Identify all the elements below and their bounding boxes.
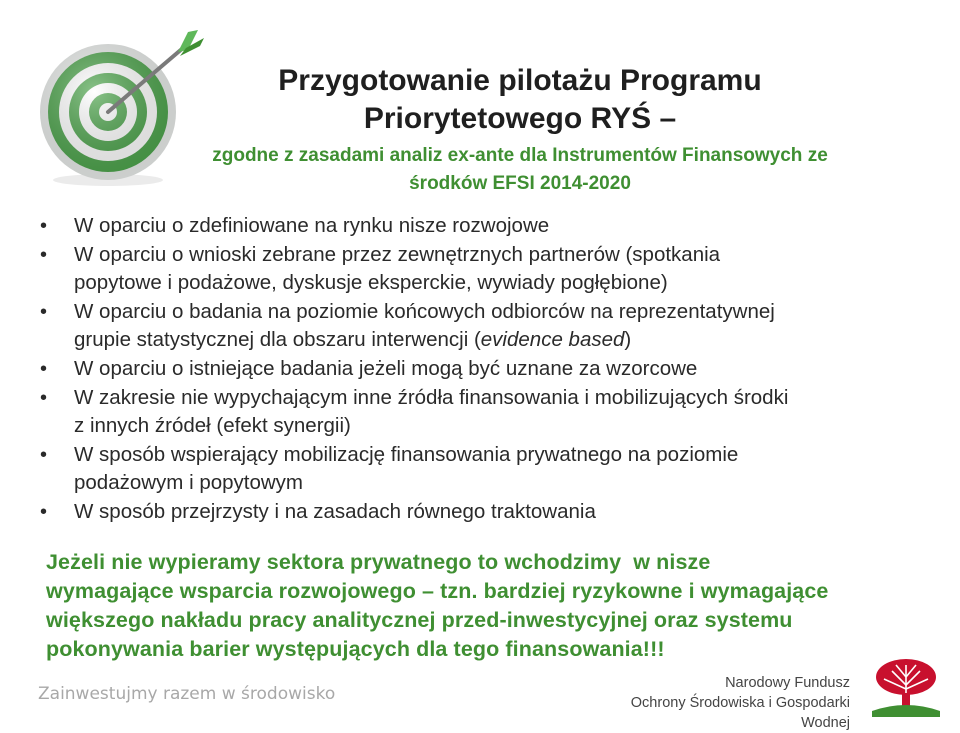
bullet-text: W oparciu o istniejące badania jeżeli mogą być uznane za wzorcowe [74,356,698,380]
bullet-text: W sposób przejrzysty i na zasadach równego traktowania [74,499,596,523]
logo-org-name [605,673,850,733]
bullet-text-line-1: W zakresie nie wypychającym inne źródła finansowania i mobilizujących środki [74,385,789,409]
bullet-dot-icon: • [40,386,48,409]
bullet-item [38,441,918,498]
bullet-dot-icon: • [40,300,48,323]
bullet-item [38,355,918,384]
bullet-text-line-2a: grupie statystycznej dla obszaru interwencji ( [74,328,481,352]
bullet-dot-icon: • [40,443,48,466]
conclusion-line-1: Jeżeli nie wypieramy sektora prywatnego to wchodzimy w nisze [46,550,711,574]
bullet-list [38,212,918,527]
conclusion-text [46,548,926,664]
bullet-item [38,384,918,441]
bullet-item [38,298,918,355]
bullet-dot-icon: • [40,357,48,380]
conclusion-line-3: większego nakładu pracy analitycznej przed-inwestycyjnej oraz systemu [46,608,793,632]
bullet-text: W oparciu o zdefiniowane na rynku nisze rozwojowe [74,214,550,237]
bullet-text-line-1: W sposób wspierający mobilizację finansowania prywatnego na poziomie [74,442,739,466]
bullet-text-italic: evidence based [480,328,625,352]
footer-slogan: Zainwestujmy razem w środowisko [38,684,336,704]
bullet-dot-icon: • [40,215,48,237]
conclusion-line-2: wymagające wsparcia rozwojowego – tzn. bardziej ryzykowne i wymagające [46,579,829,603]
nfosigw-logo [605,655,960,731]
slide-subtitle [150,142,890,198]
slide-title-line-2: Priorytetowego RYŚ – [363,102,677,135]
bullet-text-line-2b: ) [624,328,632,352]
bullet-text-line-2: podażowym i popytowym [74,471,304,495]
bullet-item [38,241,918,298]
bullet-text-line-1: W oparciu o wnioski zebrane przez zewnętrznych partnerów (spotkania [74,242,721,266]
logo-org-line-2: Ochrony Środowiska i Gospodarki Wodnej [630,695,850,731]
conclusion-line-4: pokonywania barier występujących dla tego finansowania!!! [46,637,665,661]
slide-subtitle-line-1: zgodne z zasadami analiz ex-ante dla Instrumentów Finansowych ze [212,145,828,166]
bullet-dot-icon: • [40,243,48,266]
slide-header [150,62,890,198]
bullet-text-line-2: z innych źródeł (efekt synergii) [74,414,351,438]
bullet-text-line-2: popytowe i podażowe, dyskusje eksperckie, wywiady pogłębione) [74,271,668,295]
slide-subtitle-line-2: środków EFSI 2014-2020 [409,173,631,194]
bullet-dot-icon: • [40,500,48,523]
bullet-text-line-1: W oparciu o badania na poziomie końcowych odbiorców na reprezentatywnej [74,299,775,323]
bullet-item [38,498,918,527]
logo-org-line-1: Narodowy Fundusz [725,675,850,691]
slide-title-line-1: Przygotowanie pilotażu Programu [278,64,762,97]
logo-mark-icon [856,655,956,720]
bullet-item [38,212,918,241]
